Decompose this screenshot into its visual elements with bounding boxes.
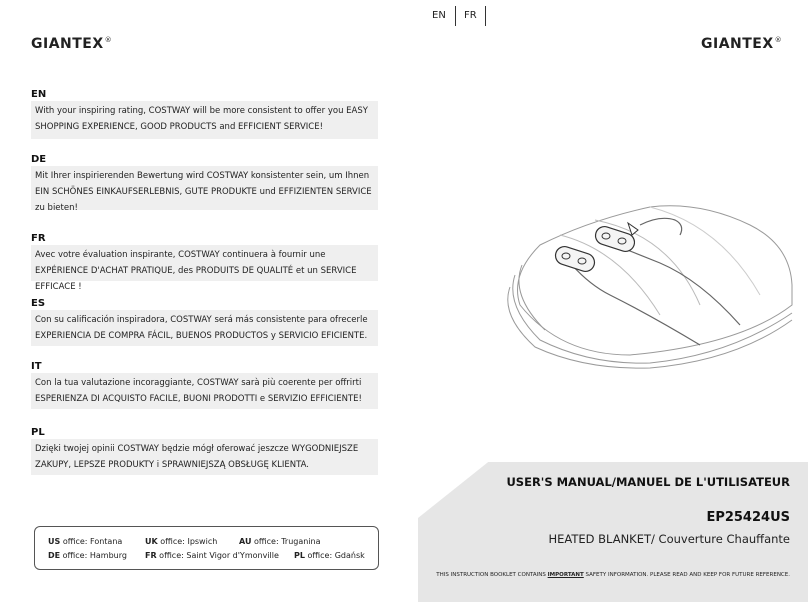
safety-note: THIS INSTRUCTION BOOKLET CONTAINS IMPORTANT SAFETY INFORMATION. PLEASE READ AND KEEP FOR FUTURE REFERENCE. (436, 572, 790, 578)
heated-blanket-illustration (500, 195, 800, 370)
lang-heading-de: DE (31, 154, 47, 165)
registered-mark: ® (104, 36, 113, 44)
tab-en[interactable]: EN (432, 10, 446, 21)
lang-text-es: Con su calificación inspiradora, COSTWAY será más consistente para ofrecerle EXPERIENCIA DE COMPRA FÁCIL, BUENOS PRODUCTOS y SERVICIO EFICIENTE. (31, 310, 378, 346)
offices-box (34, 526, 379, 570)
model-number: EP25424US (706, 510, 790, 525)
tab-separator-left (455, 6, 456, 26)
product-name: HEATED BLANKET/ Couverture Chauffante (548, 532, 790, 546)
lang-text-fr: Avec votre évaluation inspirante, COSTWAY continuera à fournir une EXPÉRIENCE D'ACHAT PRATIQUE, des PRODUITS DE QUALITÉ et un SERVICE EFFICACE ! (31, 245, 378, 281)
lang-text-en: With your inspiring rating, COSTWAY will be more consistent to offer you EASY SHOPPING EXPERIENCE, GOOD PRODUCTS and EFFICIENT SERVICE! (31, 101, 378, 139)
lang-text-it: Con la tua valutazione incoraggiante, COSTWAY sarà più coerente per offrirti ESPERIENZA DI ACQUISTO FACILE, BUONI PRODOTTI e SERVIZIO EFFICIENTE! (31, 373, 378, 409)
lang-heading-pl: PL (31, 427, 45, 438)
office-de: DE office: Hamburg (48, 551, 127, 560)
tab-fr[interactable]: FR (464, 10, 477, 21)
lang-text-de: Mit Ihrer inspirierenden Bewertung wird COSTWAY konsistenter sein, um Ihnen EIN SCHÖNES EINKAUFSERLEBNIS, GUTE PRODUKTE und EFFIZIENTEN SERVICE zu bieten! (31, 166, 378, 210)
registered-mark: ® (774, 36, 783, 44)
office-uk: UK office: Ipswich (145, 537, 218, 546)
office-fr: FR office: Saint Vigor d'Ymonville (145, 551, 279, 560)
brand-logo-left (31, 36, 112, 52)
brand-logo-right (701, 36, 782, 52)
lang-heading-fr: FR (31, 233, 46, 244)
lang-heading-en: EN (31, 89, 47, 100)
lang-heading-es: ES (31, 298, 46, 309)
manual-title: USER'S MANUAL/MANUEL DE L'UTILISATEUR (506, 475, 790, 489)
office-au: AU office: Truganina (239, 537, 321, 546)
brand-name: GIANTEX (701, 36, 774, 52)
tab-separator-right (485, 6, 486, 26)
office-pl: PL office: Gdańsk (294, 551, 365, 560)
lang-heading-it: IT (31, 361, 42, 372)
brand-name: GIANTEX (31, 36, 104, 52)
lang-text-pl: Dzięki twojej opinii COSTWAY będzie mógł oferować jeszcze WYGODNIEJSZE ZAKUPY, LEPSZE PRODUKTY i SPRAWNIEJSZĄ OBSŁUGĘ KLIENTA. (31, 439, 378, 475)
office-us: US office: Fontana (48, 537, 123, 546)
